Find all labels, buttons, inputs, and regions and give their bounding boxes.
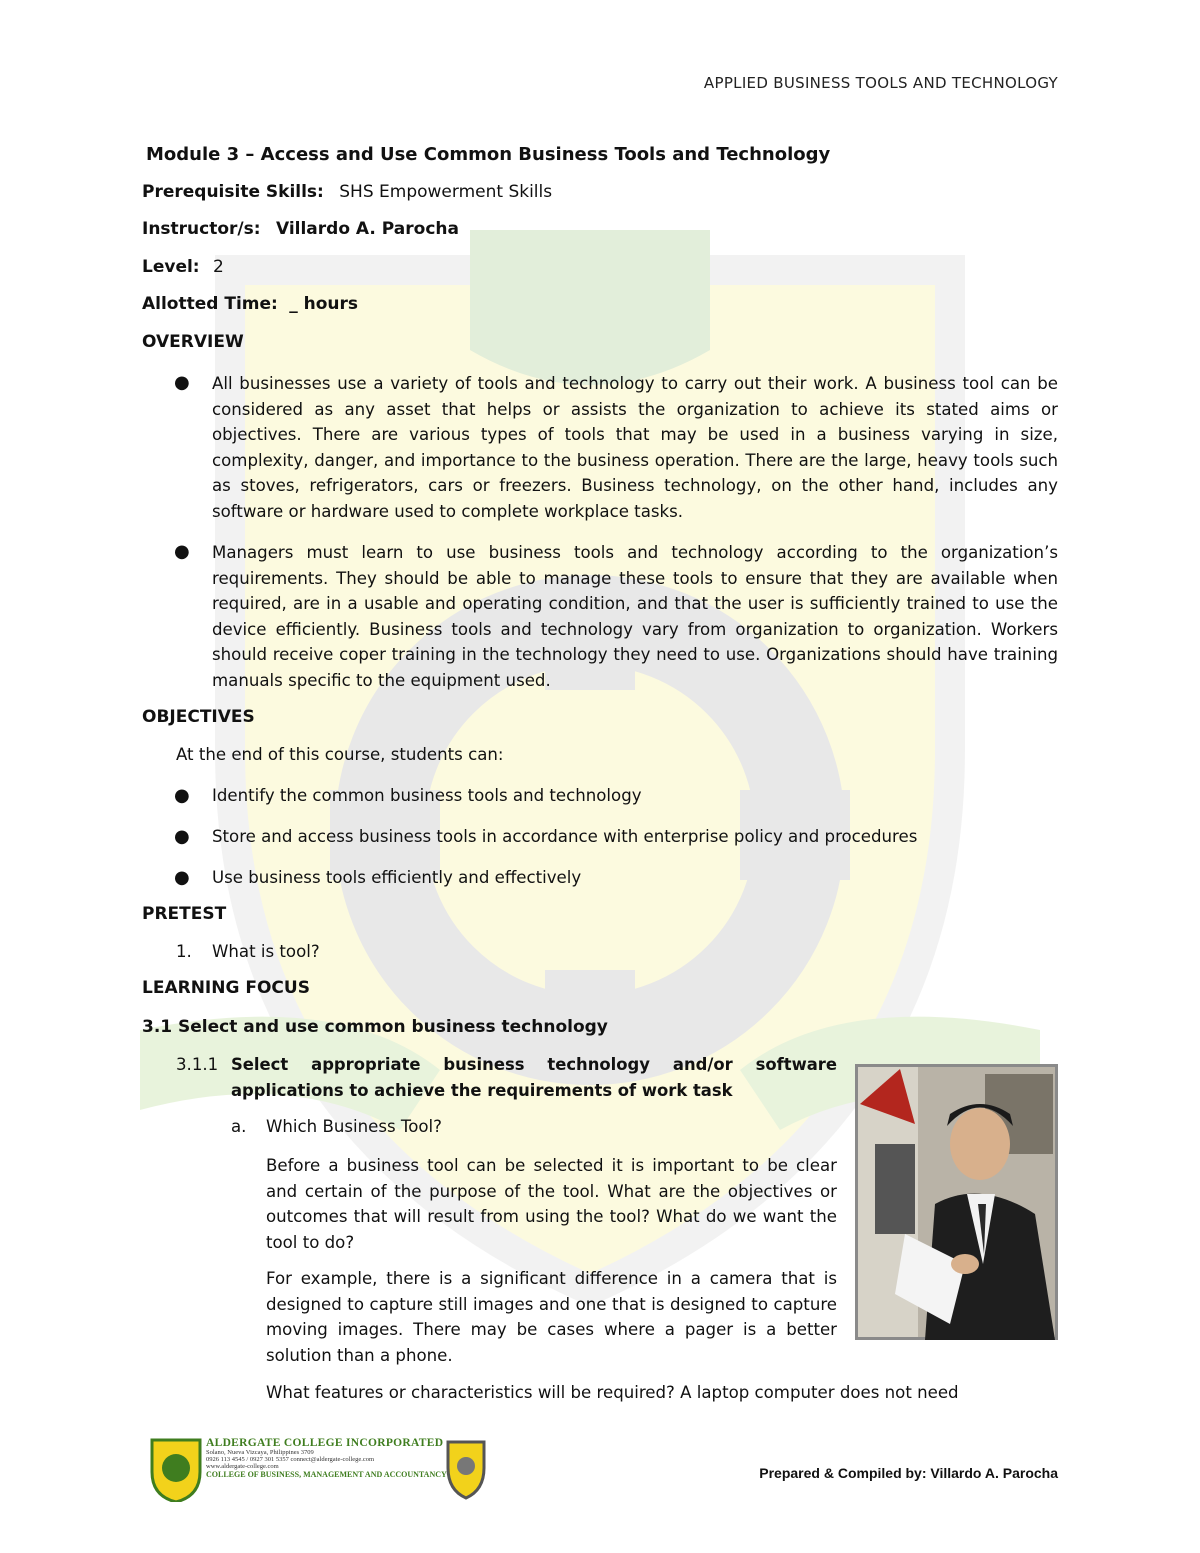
allotted-label: Allotted Time: — [142, 294, 278, 314]
instructor-label: Instructor/s: — [142, 219, 261, 239]
subsection-number: 3.1.1 — [176, 1055, 219, 1074]
level-value: 2 — [213, 257, 224, 277]
prerequisite-label: Prerequisite Skills: — [142, 182, 324, 202]
module-title: Module 3 – Access and Use Common Business Tools and Technology — [146, 144, 831, 165]
level-label: Level: — [142, 257, 200, 277]
objectives-intro: At the end of this course, students can: — [176, 745, 504, 764]
body-paragraph-1: Before a business tool can be selected it is important to be clear and certain of the purpose of the tool. What are the objectives or outcomes that will result from using the tool? What do we want the tool to do? — [266, 1156, 837, 1252]
objective-item: Store and access business tools in accordance with enterprise policy and procedures — [212, 827, 918, 846]
objective-item: Identify the common business tools and technology — [212, 786, 642, 805]
overview-paragraph-1: All businesses use a variety of tools and technology to carry out their work. A business tool can be considered as any asset that helps or assists the organization to achieve its stated aims or objectives. There are various types of tools that may be used in a business varying in size, complexity, danger, and importance to the business operation. There are the large, heavy tools such as stoves, refrigerators, cars or freezers. Business technology, on the other hand, includes any software or hardware used to complete workplace tasks. — [212, 374, 1058, 521]
college-name: ALDERGATE COLLEGE INCORPORATED — [206, 1437, 444, 1449]
body-paragraph-2: For example, there is a significant difference in a camera that is designed to capture still images and one that is designed to capture moving images. There may be cases where a pager is a better solution than a phone. — [266, 1269, 837, 1365]
item-letter: a. — [231, 1117, 247, 1136]
course-title-header: APPLIED BUSINESS TOOLS AND TECHNOLOGY — [703, 74, 1058, 92]
bullet-icon: ● — [174, 785, 190, 806]
college-contact: 0926 113 4545 / 0927 301 5357 connect@aldergate-college.com — [206, 1456, 375, 1463]
section-title: 3.1 Select and use common business technology — [142, 1017, 608, 1037]
businessman-reading-photo — [855, 1064, 1058, 1340]
allotted-time-line — [142, 293, 358, 315]
bullet-icon: ● — [174, 541, 190, 562]
bullet-icon: ● — [174, 372, 190, 393]
overview-heading: OVERVIEW — [142, 332, 244, 352]
level-line — [142, 256, 224, 278]
prerequisite-value: SHS Empowerment Skills — [339, 182, 553, 202]
bullet-icon: ● — [174, 826, 190, 847]
college-website: www.aldergate-college.com — [206, 1463, 279, 1470]
prerequisite-line — [142, 181, 552, 203]
college-department: COLLEGE OF BUSINESS, MANAGEMENT AND ACCOUNTANCY — [206, 1470, 447, 1479]
item-title: Which Business Tool? — [266, 1117, 442, 1136]
pretest-number: 1. — [176, 942, 192, 961]
prepared-by: Prepared & Compiled by: Villardo A. Parocha — [759, 1465, 1058, 1481]
body-paragraph-3: What features or characteristics will be required? A laptop computer does not need — [266, 1383, 959, 1402]
footer-college-block — [206, 1437, 456, 1479]
instructor-line — [142, 218, 459, 240]
subsection-title: Select appropriate business technology and/or software applications to achieve the requirements of work task — [231, 1055, 837, 1100]
pretest-heading: PRETEST — [142, 904, 227, 924]
college-address: Solano, Nueva Vizcaya, Philippines 3709 — [206, 1449, 314, 1456]
learning-focus-heading: LEARNING FOCUS — [142, 978, 310, 998]
bullet-icon: ● — [174, 867, 190, 888]
overview-paragraph-2: Managers must learn to use business tools and technology according to the organization’s requirements. They should be able to manage these tools to ensure that they are available when required, are in a usable and operating condition, and that the user is sufficiently trained to use the device efficiently. Business tools and technology vary from organization to organization. Workers should receive coper training in the technology they need to use. Organizations should have training manuals specific to the equipment used. — [212, 543, 1058, 690]
pretest-question: What is tool? — [212, 942, 320, 961]
allotted-value: _ hours — [289, 294, 359, 314]
instructor-value: Villardo A. Parocha — [275, 219, 459, 239]
objective-item: Use business tools efficiently and effectively — [212, 868, 582, 887]
objectives-heading: OBJECTIVES — [142, 707, 255, 727]
